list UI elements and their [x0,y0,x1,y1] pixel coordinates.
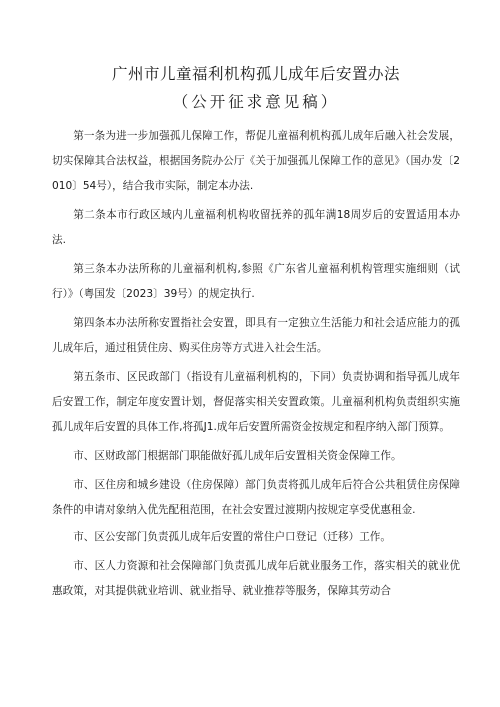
document-subtitle: （公开征求意见稿） [172,93,340,111]
paragraph-article-1: 第一条为进一步加强孤儿保障工作，帮促儿童福利机构孤儿成年后融入社会发展，切实保障其合法权益，根据国务院办公厅《关于加强孤儿保障工作的意见》（国办发〔2010〕54号），结合我市实际，制定本办法. [52,130,460,192]
paragraph-article-4: 第四条本办法所称安置指社会安置，即具有一定独立生活能力和社会适应能力的孤儿成年后，通过租赁住房、购买住房等方式进入社会生活。 [52,317,460,354]
paragraph-article-3: 第三条本办法所称的儿童福利机构,参照《广东省儿童福利机构管理实施细则（试行）》（粤国发〔2023〕39号）的规定执行. [52,263,460,300]
paragraph-article-2: 第二条本市行政区域内儿童福利机构收留抚养的孤年满18周岁后的安置适用本办法. [52,209,460,246]
paragraph-housing-dept: 市、区住房和城乡建设（住房保障）部门负责将孤儿成年后符合公共租赁住房保障条件的申请对象纳入优先配租范围，在社会安置过渡期内按规定享受优惠租金. [52,479,460,516]
paragraph-finance-dept: 市、区财政部门根据部门职能做好孤儿成年后安置相关资金保障工作。 [73,450,402,462]
paragraph-public-security-dept: 市、区公安部门负责孤儿成年后安置的常住户口登记（迁移）工作。 [73,531,391,543]
document-body [52,124,460,604]
document-title: 广州市儿童福利机构孤儿成年后安置办法 [111,65,400,83]
paragraph-human-resources-dept: 市、区人力资源和社会保障部门负责孤儿成年后就业服务工作，落实相关的就业优惠政策，对其提供就业培训、就业指导、就业推荐等服务，保障其劳动合 [52,560,460,597]
paragraph-article-5: 第五条市、区民政部门（指设有儿童福利机构的，下同）负责协调和指导孤儿成年后安置工作，制定年度安置计划，督促落实相关安置政策。儿童福利机构负责组织实施孤儿成年后安置的具体工作,将孤J1.成年后安置所需资金按规定和程序纳入部门预算。 [52,371,460,433]
